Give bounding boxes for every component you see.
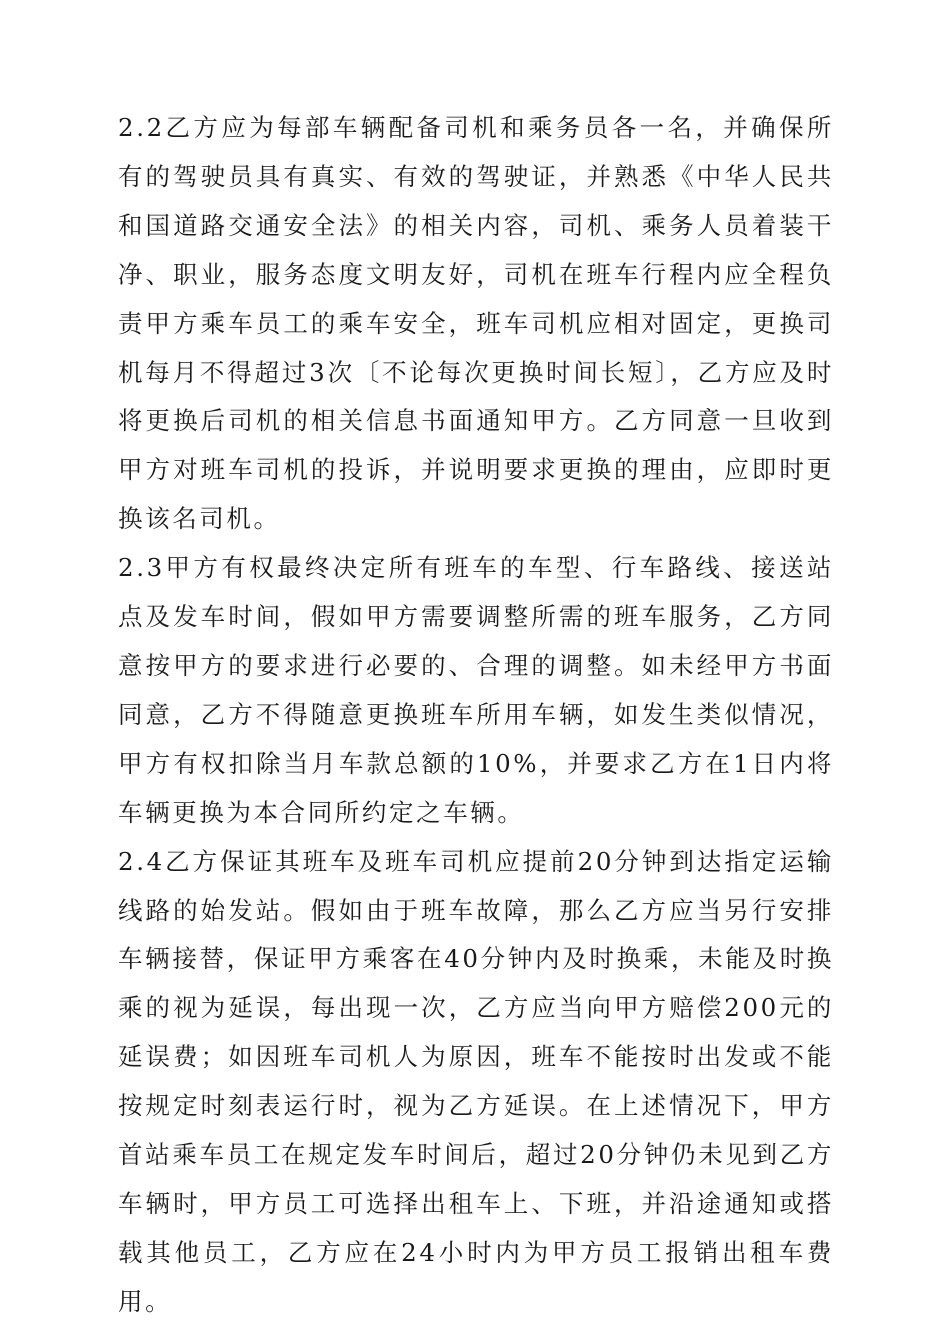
clause-2-3-paragraph: 2.3甲方有权最终决定所有班车的车型、行车路线、接送站点及发车时间，假如甲方需要调整所需的班车服务，乙方同意按甲方的要求进行必要的、合理的调整。如未经甲方书面同意，乙方不得随意更换班车所用车辆，如发生类似情况，甲方有权扣除当月车款总额的10%，并要求乙方在1日内将车辆更换为本合同所约定之车辆。 — [118, 553, 834, 827]
document-body — [118, 104, 834, 1327]
clause-2-4-paragraph: 2.4乙方保证其班车及班车司机应提前20分钟到达指定运输线路的始发站。假如由于班车故障，那么乙方应当另行安排车辆接替，保证甲方乘客在40分钟内及时换乘，未能及时换乘的视为延误，每出现一次，乙方应当向甲方赔偿200元的延误费；如因班车司机人为原因，班车不能按时出发或不能按规定时刻表运行时，视为乙方延误。在上述情况下，甲方首站乘车员工在规定发车时间后，超过20分钟仍未见到乙方车辆时，甲方员工可选择出租车上、下班，并沿途通知或搭载其他员工，乙方应在24小时内为甲方员工报销出租车费用。 — [118, 846, 834, 1316]
clause-2-2-paragraph: 2.2乙方应为每部车辆配备司机和乘务员各一名，并确保所有的驾驶员具有真实、有效的驾驶证，并熟悉《中华人民共和国道路交通安全法》的相关内容，司机、乘务人员着装干净、职业，服务态度文明友好，司机在班车行程内应全程负责甲方乘车员工的乘车安全，班车司机应相对固定，更换司机每月不得超过3次〔不论每次更换时间长短〕，乙方应及时将更换后司机的相关信息书面通知甲方。乙方同意一旦收到甲方对班车司机的投诉，并说明要求更换的理由，应即时更换该名司机。 — [118, 113, 834, 534]
